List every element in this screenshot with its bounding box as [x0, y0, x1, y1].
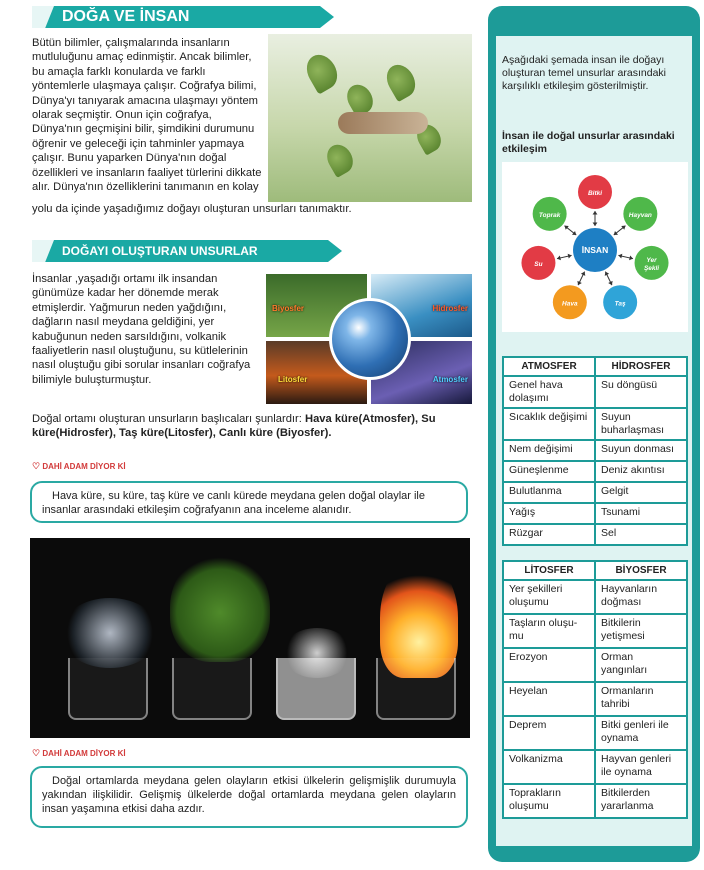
- table-cell: Su döngüsü: [595, 376, 687, 408]
- litosfer-biyosfer-table: [502, 560, 688, 819]
- dahi-label-text: DAHİ ADAM DİYOR Kİ: [42, 749, 126, 758]
- sidebar-panel: [488, 6, 700, 862]
- elements-list-paragraph: [32, 412, 452, 441]
- table-cell: Toprakların oluşumu: [503, 784, 595, 818]
- section-heading-unsurlar: [32, 240, 328, 262]
- litosfer-label: Litosfer: [278, 375, 308, 384]
- table-cell: Yer şekilleri oluşumu: [503, 580, 595, 614]
- table-row: [503, 440, 687, 461]
- sidebar-tables: [502, 356, 688, 833]
- table-header-atmosfer: ATMOSFER: [503, 357, 595, 376]
- table-cell: Hayvanların doğması: [595, 580, 687, 614]
- table-cell: Bitki genleri ile oynama: [595, 716, 687, 750]
- diagram-node-label: Şekli: [643, 264, 660, 272]
- leaf: [322, 140, 358, 178]
- globe-image: [329, 298, 411, 380]
- lightbulb-icon: ♡: [32, 748, 41, 758]
- hands-shape: [338, 112, 428, 134]
- diagram-arrowhead: [593, 211, 598, 215]
- table-cell: Orman yangınları: [595, 648, 687, 682]
- water-glass: [68, 658, 148, 720]
- spheres-collage-image: [266, 274, 472, 404]
- diagram-arrowhead: [568, 254, 572, 259]
- table-row: [503, 614, 687, 648]
- table-header-biyosfer: BİYOSFER: [595, 561, 687, 580]
- table-cell: Tsunami: [595, 503, 687, 524]
- section-heading-doga-ve-insan: [32, 6, 320, 28]
- dahi-label-text: DAHİ ADAM DİYOR Kİ: [42, 462, 126, 471]
- table-cell: Ormanların tahribi: [595, 682, 687, 716]
- intro-paragraph-tail: yolu da içinde yaşadığımız doğayı oluşturan unsurları tanımaktır.: [32, 203, 352, 215]
- table-cell: Bitkilerden yararlanma: [595, 784, 687, 818]
- heading-arrow: [320, 6, 334, 28]
- table-header-litosfer: LİTOSFER: [503, 561, 595, 580]
- interaction-diagram-svg: [502, 162, 688, 332]
- table-row: [503, 408, 687, 440]
- table-row: [503, 716, 687, 750]
- table-cell: Bitkilerin yetişmesi: [595, 614, 687, 648]
- diagram-node-label: Yer: [646, 256, 657, 264]
- table-cell: Gelgit: [595, 482, 687, 503]
- sidebar-intro-text: Aşağıdaki şemada insan ile doğayı oluşturan temel unsurlar arasındaki karşılıklı etkileşim gösterilmiştir.: [502, 54, 667, 92]
- dahi-adam-label: [32, 461, 126, 472]
- interaction-diagram: [502, 162, 688, 332]
- atmosfer-hidrosfer-table: [502, 356, 688, 546]
- atmosfer-label: Atmosfer: [432, 375, 468, 384]
- heading-text: DOĞAYI OLUŞTURAN UNSURLAR: [62, 244, 258, 258]
- table-cell: Suyun buharlaşması: [595, 408, 687, 440]
- table-cell: Deprem: [503, 716, 595, 750]
- heading-notch: [32, 240, 54, 262]
- table-cell: Güneşlenme: [503, 461, 595, 482]
- lightbulb-icon: ♡: [32, 461, 41, 471]
- leaf: [301, 49, 343, 94]
- table-row: [503, 376, 687, 408]
- table-cell: Sıcaklık değişimi: [503, 408, 595, 440]
- diagram-node-label: Taş: [614, 300, 626, 308]
- fire-glass: [376, 658, 456, 720]
- table-cell: Nem değişimi: [503, 440, 595, 461]
- heading-text: DOĞA VE İNSAN: [62, 8, 190, 25]
- soil-glass: [172, 658, 252, 720]
- table-cell: Hayvan genleri ile oynama: [595, 750, 687, 784]
- diagram-node-label: Bitki: [587, 190, 603, 197]
- table-row: [503, 524, 687, 545]
- diagram-title: İnsan ile doğal unsurlar arasındaki etkileşim: [502, 130, 675, 155]
- table-cell: Deniz akıntısı: [595, 461, 687, 482]
- table-cell: Volkanizma: [503, 750, 595, 784]
- diagram-arrowhead: [557, 256, 561, 261]
- table-row: [503, 580, 687, 614]
- hidrosfer-label: Hidrosfer: [432, 304, 468, 313]
- air-glass: [276, 658, 356, 720]
- table-cell: Heyelan: [503, 682, 595, 716]
- table-cell: Bulutlanma: [503, 482, 595, 503]
- table-cell: Sel: [595, 524, 687, 545]
- diagram-arrowhead: [629, 256, 633, 261]
- diagram-node-label: Su: [534, 260, 543, 268]
- elements-list-intro: Doğal ortamı oluşturan unsurların başlıcaları şunlardır:: [32, 413, 305, 425]
- table-row: [503, 784, 687, 818]
- table-cell: Yağış: [503, 503, 595, 524]
- dahi-adam-label: [32, 748, 126, 759]
- diagram-center-label: İNSAN: [581, 245, 609, 255]
- diagram-node-label: Toprak: [538, 211, 561, 219]
- diagram-node-label: Hayvan: [628, 211, 652, 219]
- hands-nature-photo: [268, 34, 472, 202]
- table-row: [503, 461, 687, 482]
- leaf: [381, 60, 421, 102]
- plant-leaves: [170, 552, 270, 662]
- dahi-quote-box: Doğal ortamlarda meydana gelen olayların etkisi ülkelerin gelişmişlik durumuyla yakından ilişkilidir. Gelişmiş ülkelerde doğal ortamlarda meydana gelen olayların insan yaşamına etkisi daha azdır.: [30, 766, 468, 828]
- table-cell: Erozyon: [503, 648, 595, 682]
- table-row: [503, 750, 687, 784]
- heading-notch: [32, 6, 54, 28]
- biyosfer-label: Biyosfer: [272, 304, 305, 313]
- four-elements-photo: [30, 538, 470, 738]
- table-row: [503, 482, 687, 503]
- table-header-hidrosfer: HİDROSFER: [595, 357, 687, 376]
- table-cell: Genel hava dolaşımı: [503, 376, 595, 408]
- table-row: [503, 682, 687, 716]
- intro-paragraph: Bütün bilimler, çalışmalarında insanların mutluluğunu amaç edinmiştir. Ancak bilimler, bu amaçla farklı konularda ve farklı yöntemlerle ulaşmaya çalışır. Coğrafya bilimi, Dünya'yı tanıyarak amacına ulaşmayı yöntem olarak seçmiştir. Onun için coğrafya, Dünya'nın geçmişini bilir, şimdikini durumunu öğrenir ve geleceği için tahminler yapmaya çalışır. Bunu yaparken Dünya'nın doğal özellikleri ve insanların faaliyet türlerini dikkate alır. Dünya'nın özelliklerini tanımanın en kolay: [32, 37, 262, 194]
- diagram-arrowhead: [618, 254, 622, 259]
- dahi-quote-box: Hava küre, su küre, taş küre ve canlı kürede meydana gelen doğal olaylar ile insanlar arasındaki etkileşim coğrafyanın ana inceleme alanıdır.: [30, 481, 468, 523]
- table-cell: Taşların oluşu-mu: [503, 614, 595, 648]
- table-row: [503, 503, 687, 524]
- heading-arrow: [328, 240, 342, 262]
- elements-paragraph: İnsanlar ,yaşadığı ortamı ilk insandan günümüze kadar her dönemde merak etmişlerdir. Yağmurun neden yağdığını, dağların nasıl meydana geldiğini, yer kabuğunun neden sarsıldığını, volkanik faaliyetlerin nasıl oluştuğunu, su kütlelerinin nasıl oluştuğu gibi sorular insanları coğrafya bilimiyle buluşturmuştur.: [32, 273, 251, 386]
- elements-list-bold: Hava küre(Atmosfer), Su küre(Hidrosfer), Taş küre(Litosfer), Canlı küre (Biyosfer).: [32, 413, 436, 440]
- diagram-node-label: Hava: [562, 300, 578, 308]
- diagram-arrowhead: [593, 223, 598, 227]
- table-cell: Suyun donması: [595, 440, 687, 461]
- table-row: [503, 648, 687, 682]
- table-cell: Rüzgar: [503, 524, 595, 545]
